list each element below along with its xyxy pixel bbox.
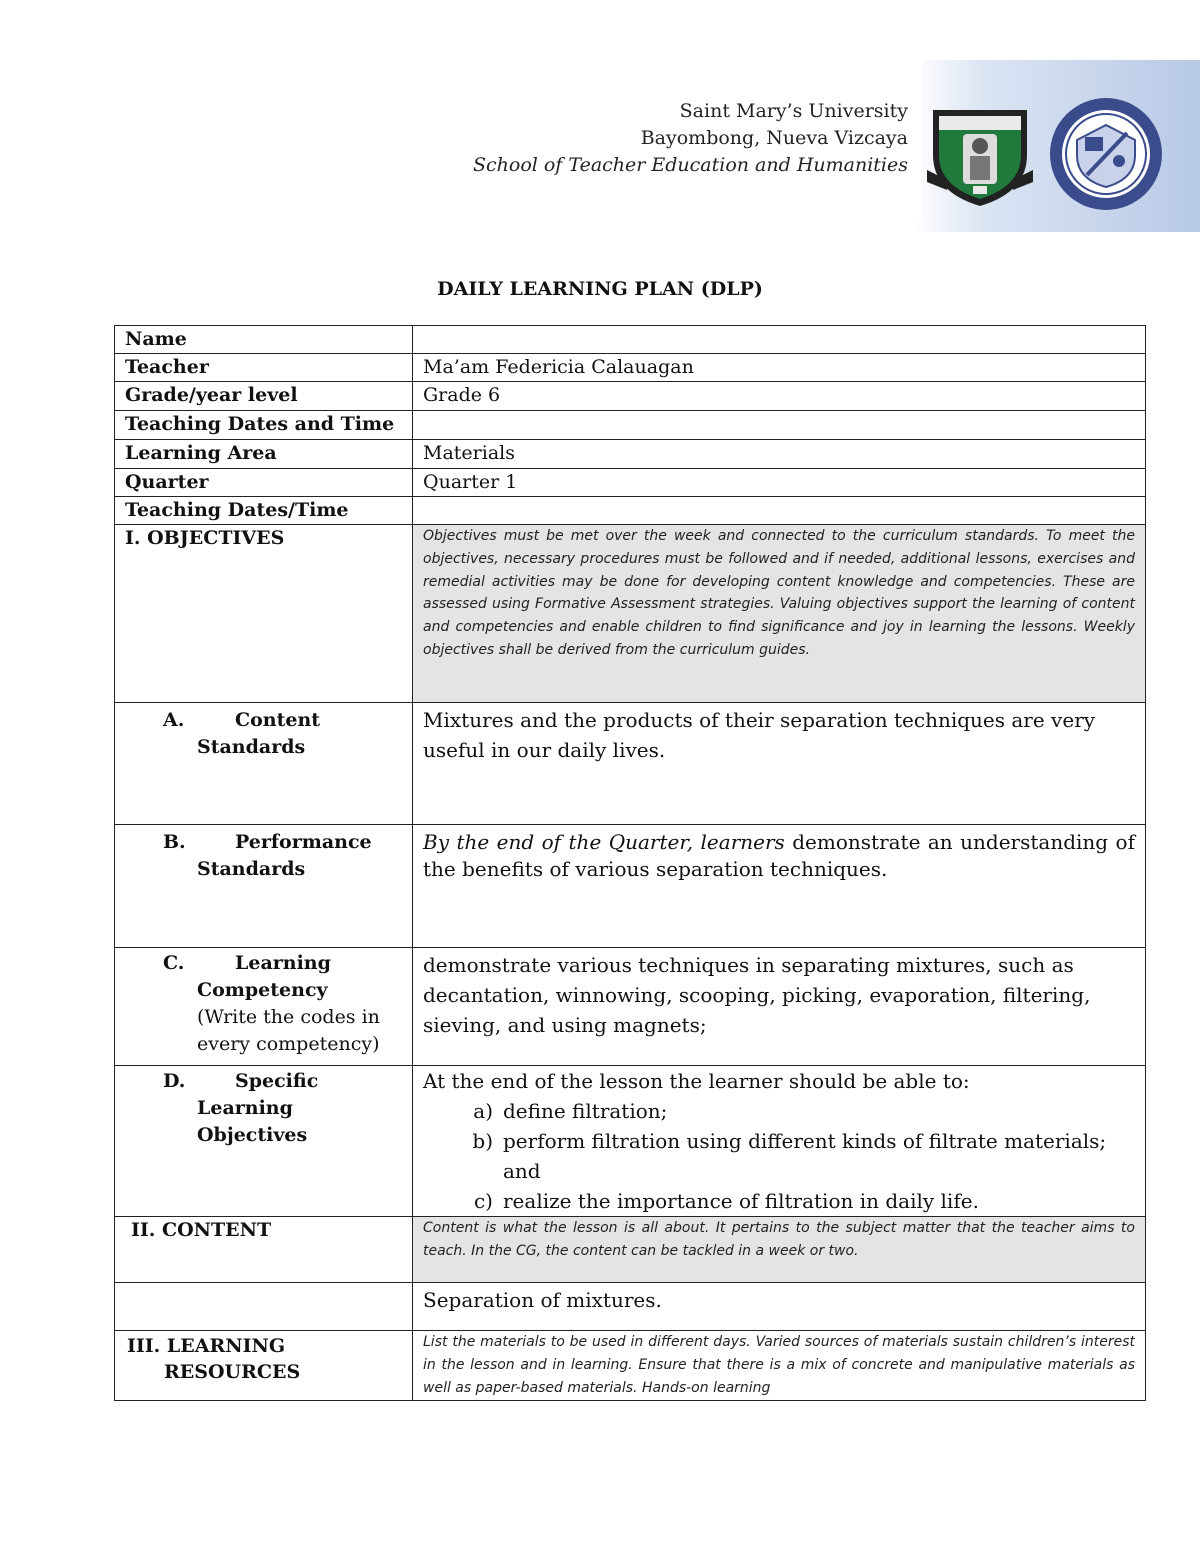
daily-learning-plan-table: [114, 325, 1146, 1401]
content-standards-label: [115, 703, 413, 825]
resources-label: [115, 1331, 413, 1401]
section-label-line: Competency: [197, 979, 328, 1001]
table-row: [115, 440, 1146, 469]
section-label-line: Learning: [235, 952, 331, 974]
row-value: [413, 411, 1146, 440]
objectives-note: Objectives must be met over the week and connected to the curriculum standards. To meet the objectives, necessary procedures must be followed and if needed, additional lessons, exercises and remedial activities may be done for developing content knowledge and competencies. These are assessed using Formative Assessment strategies. Valuing objectives support the learning of content and competencies and enable children to find significance and joy in learning the lessons. Weekly objectives shall be derived from the curriculum guides.: [423, 528, 1135, 658]
row-label: Name: [115, 326, 413, 354]
row-value: Materials: [413, 440, 1146, 469]
learning-competency-row: [115, 948, 1146, 1066]
specific-objectives-value: [413, 1066, 1146, 1217]
resources-note-cell: [413, 1331, 1146, 1401]
section-label-line: Standards: [197, 736, 306, 758]
list-text: perform filtration using different kinds of filtrate materials; and: [503, 1129, 1107, 1183]
row-value: Grade 6: [413, 382, 1146, 411]
specific-objectives-list: [423, 1096, 1135, 1216]
empty-cell: [115, 1283, 413, 1331]
performance-standards-label: [115, 825, 413, 948]
list-marker: c): [473, 1189, 493, 1213]
table-row: [115, 382, 1146, 411]
row-value: Quarter 1: [413, 469, 1146, 497]
row-value: [413, 326, 1146, 354]
section-letter: C.: [163, 952, 185, 974]
content-note: Content is what the lesson is all about. It pertains to the subject matter that the teacher aims to teach. In the CG, the content can be tackled in a week or two.: [423, 1220, 1135, 1259]
performance-standards-italic: By the end of the Quarter, learners: [423, 830, 785, 854]
specific-objectives-intro: At the end of the lesson the learner should be able to:: [423, 1069, 970, 1093]
document-title: DAILY LEARNING PLAN (DLP): [437, 278, 763, 300]
content-standards-row: [115, 703, 1146, 825]
resources-label-line: RESOURCES: [164, 1361, 301, 1383]
section-label-line: Learning: [197, 1097, 293, 1119]
row-label: Grade/year level: [115, 382, 413, 411]
list-text: realize the importance of filtration in daily life.: [503, 1189, 979, 1213]
table-row: [115, 469, 1146, 497]
section-label-line: Objectives: [197, 1124, 308, 1146]
row-label: Learning Area: [115, 440, 413, 469]
school-name: School of Teacher Education and Humanities: [472, 154, 908, 176]
list-text: define filtration;: [503, 1099, 668, 1123]
resources-note: List the materials to be used in different days. Varied sources of materials sustain children’s interest in the lesson and in learning. Ensure that there is a mix of concrete and manipulative materials as well as paper-based materials. Hands-on learning: [423, 1334, 1135, 1396]
content-value-row: [115, 1283, 1146, 1331]
specific-objectives-row: [115, 1066, 1146, 1217]
list-marker: b): [472, 1129, 493, 1153]
list-item: [423, 1186, 1135, 1216]
content-value: Separation of mixtures.: [413, 1283, 1146, 1331]
section-note-line: every competency): [197, 1033, 380, 1055]
list-item: [423, 1096, 1135, 1126]
section-label-line: Standards: [197, 858, 306, 880]
objectives-label: I. OBJECTIVES: [115, 525, 413, 703]
content-label: II. CONTENT: [115, 1217, 413, 1283]
list-item: [423, 1126, 1135, 1186]
row-value: [413, 497, 1146, 525]
performance-standards-value: [413, 825, 1146, 948]
list-marker: a): [473, 1099, 493, 1123]
learning-competency-value: demonstrate various techniques in separating mixtures, such as decantation, winnowing, scooping, picking, evaporation, filtering, sieving, and using magnets;: [413, 948, 1146, 1066]
section-label-line: Performance: [235, 831, 372, 853]
objectives-row: [115, 525, 1146, 703]
content-note-cell: [413, 1217, 1146, 1283]
section-label-line: Content: [235, 709, 321, 731]
section-letter: A.: [163, 709, 185, 731]
resources-label-line: III. LEARNING: [127, 1335, 286, 1357]
content-standards-value: Mixtures and the products of their separation techniques are very useful in our daily lives.: [413, 703, 1146, 825]
university-seal-icon: [1047, 95, 1165, 213]
content-row: [115, 1217, 1146, 1283]
row-label: Teaching Dates and Time: [115, 411, 413, 440]
university-name: Saint Mary’s University: [679, 100, 908, 122]
section-letter: B.: [163, 831, 186, 853]
row-label: Teaching Dates/Time: [115, 497, 413, 525]
resources-row: [115, 1331, 1146, 1401]
table-row: [115, 411, 1146, 440]
row-label: Teacher: [115, 354, 413, 382]
table-row: [115, 497, 1146, 525]
university-location: Bayombong, Nueva Vizcaya: [640, 127, 908, 149]
section-label-line: Specific: [235, 1070, 319, 1092]
performance-standards-text: demonstrate an understanding of the benefits of various separation techniques.: [423, 830, 1135, 881]
learning-competency-label: [115, 948, 413, 1066]
specific-objectives-label: [115, 1066, 413, 1217]
performance-standards-row: [115, 825, 1146, 948]
section-letter: D.: [163, 1070, 186, 1092]
row-value: Ma’am Federicia Calauagan: [413, 354, 1146, 382]
table-row: [115, 354, 1146, 382]
table-row: [115, 326, 1146, 354]
objectives-note-cell: [413, 525, 1146, 703]
school-shield-logo-icon: [925, 100, 1035, 210]
section-note-line: (Write the codes in: [197, 1006, 380, 1028]
row-label: Quarter: [115, 469, 413, 497]
university-header: [473, 98, 908, 179]
